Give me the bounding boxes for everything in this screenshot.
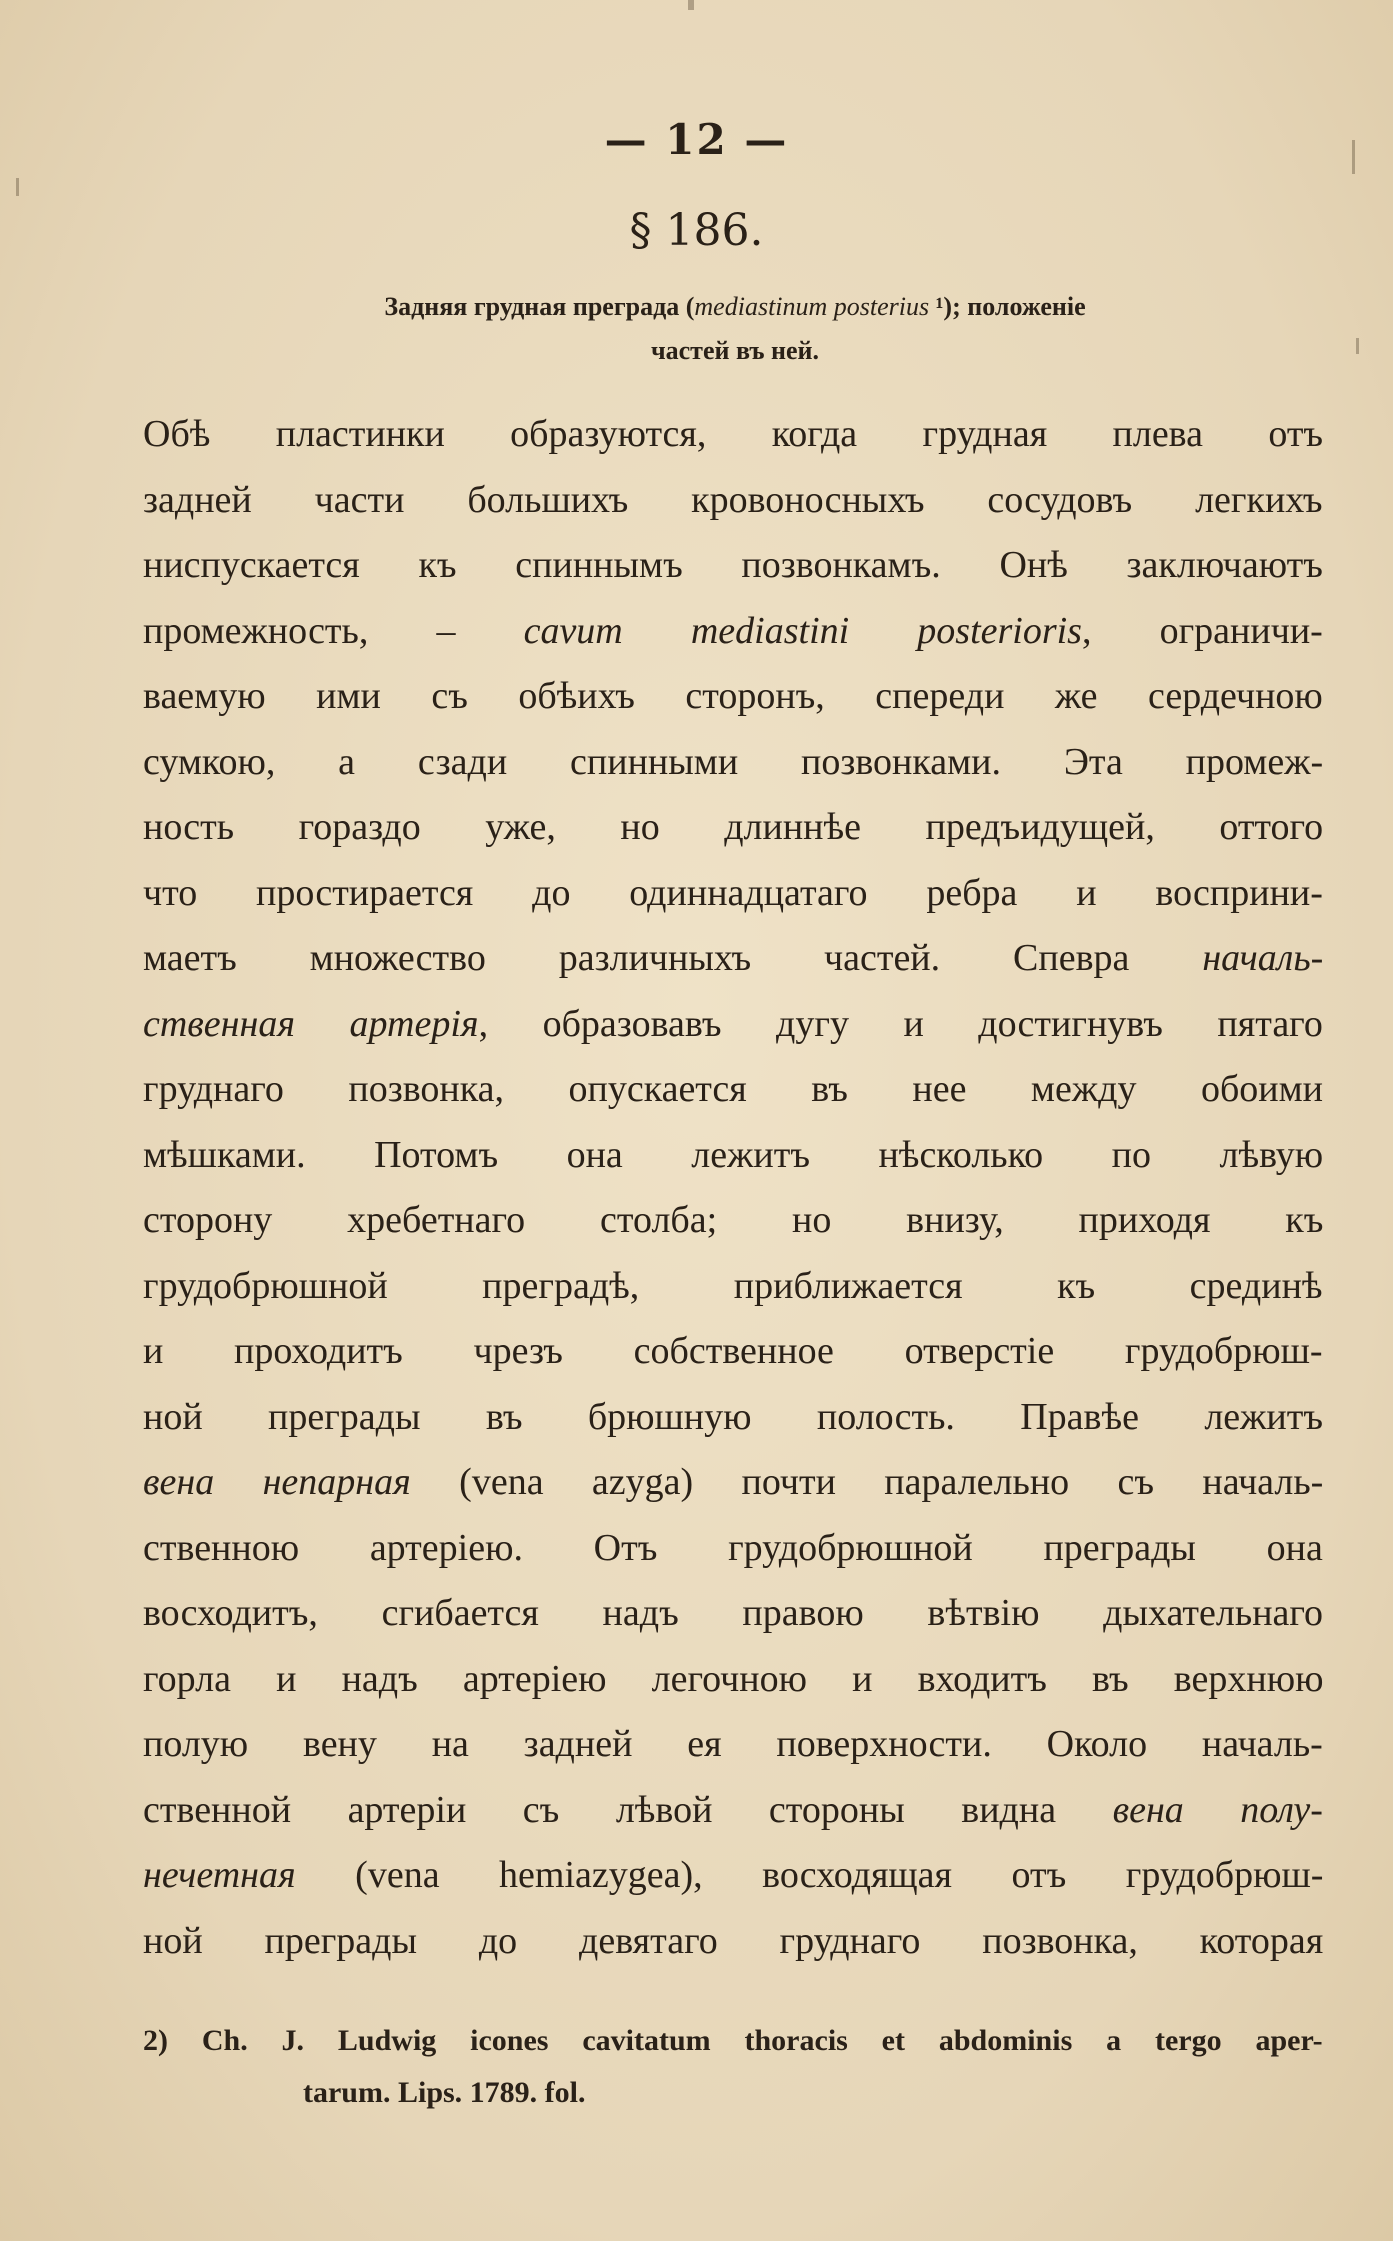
text-line: ниспускается къ спиннымъ позвонкамъ. Онѣ заключаютъ — [143, 544, 1323, 586]
text-line: сумкою, а сзади спинными позвонками. Эта промеж- — [143, 740, 1324, 783]
text-line: что простирается до одиннадцатаго ребра и восприни- — [143, 871, 1323, 914]
text-line: грудобрюшной преградѣ, приближается къ срединѣ — [143, 1264, 1323, 1307]
text-line: ственная артерія, образовавъ дугу и достигнувъ пятаго — [143, 1002, 1323, 1045]
text-line: груднаго позвонка, опускается въ нее между обоими — [143, 1068, 1323, 1110]
text-line: сторону хребетнаго столба; но внизу, приходя къ — [143, 1199, 1324, 1241]
footnote-line: 2) Ch. J. Ludwig icones cavitatum thoracis et abdominis a tergo aper- — [143, 2024, 1323, 2057]
footnote — [143, 2015, 1323, 2119]
title-suffix: ¹); положеніе — [929, 292, 1086, 321]
text-line: ной преграды до девятаго груднаго позвонка, которая — [143, 1919, 1324, 1962]
ink-speck — [16, 178, 19, 196]
text-line: ной преграды въ брюшную полость. Правѣе лежитъ — [143, 1395, 1323, 1438]
title-latin: mediastinum posterius — [694, 292, 930, 321]
text-line: горла и надъ артеріею легочною и входитъ въ верхнюю — [143, 1657, 1324, 1700]
title-prefix: Задняя грудная преграда ( — [384, 292, 695, 321]
text-line: и проходитъ чрезъ собственное отверстіе грудобрюш- — [143, 1330, 1323, 1372]
section-number: § 186. — [629, 205, 764, 256]
text-line: восходитъ, сгибается надъ правою вѣтвію дыхательнаго — [143, 1592, 1324, 1634]
footnote-line: tarum. Lips. 1789. fol. — [303, 2076, 586, 2109]
text-line: задней части большихъ кровоносныхъ сосудовъ легкихъ — [143, 478, 1323, 521]
page-number: — 12 — — [604, 115, 789, 164]
section-title — [195, 285, 1275, 373]
ink-speck — [688, 0, 694, 10]
text-line: промежность, – cavum mediastini posterioris, ограничи- — [143, 609, 1323, 652]
text-line: ственною артеріею. Отъ грудобрюшной преграды она — [143, 1526, 1323, 1569]
text-line: полую вену на задней ея поверхности. Около началь- — [143, 1723, 1323, 1765]
body-text — [143, 402, 1323, 1974]
text-line: мѣшками. Потомъ она лежитъ нѣсколько по лѣвую — [143, 1133, 1324, 1176]
text-line: Обѣ пластинки образуются, когда грудная плева отъ — [143, 413, 1324, 455]
text-line: ственной артеріи съ лѣвой стороны видна вена полу- — [143, 1788, 1323, 1831]
text-line: нечетная (vena hemiazygea), восходящая отъ грудобрюш- — [143, 1854, 1324, 1896]
text-line: ваемую ими съ обѣихъ сторонъ, спереди же сердечною — [143, 675, 1323, 717]
title-line2: частей въ ней. — [650, 336, 820, 365]
text-line: маетъ множество различныхъ частей. Спевра началь- — [143, 937, 1324, 979]
text-line: вена непарная (vena azyga) почти паралельно съ началь- — [143, 1461, 1324, 1503]
text-line: ность гораздо уже, но длиннѣе предъидущей, оттого — [143, 806, 1324, 848]
ink-speck — [1356, 338, 1359, 354]
